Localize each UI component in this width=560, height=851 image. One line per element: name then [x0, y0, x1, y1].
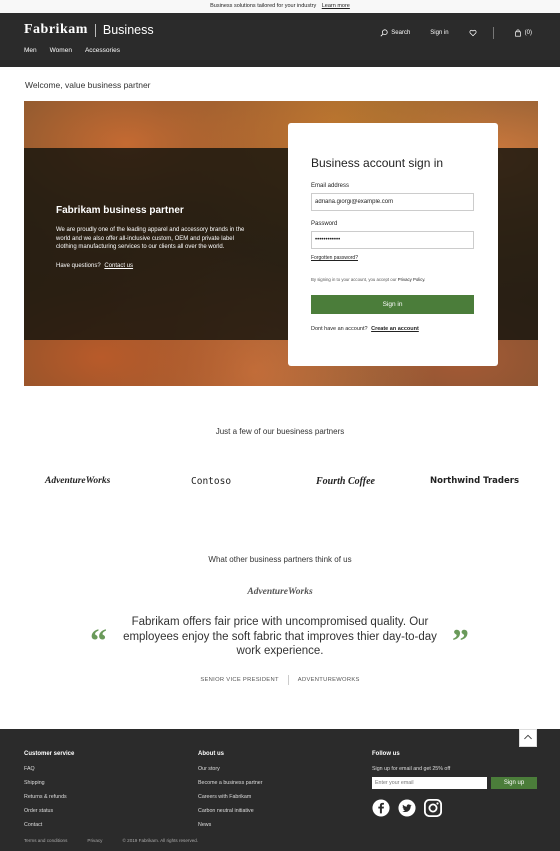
partner-logo-contoso: Contoso — [191, 476, 232, 487]
footer-legal — [24, 838, 218, 843]
footer-link-our-story[interactable]: Our story — [198, 766, 220, 772]
footer-heading: Customer service — [24, 751, 75, 757]
no-account-text — [311, 326, 419, 332]
footer-link-returns[interactable]: Returns & refunds — [24, 794, 67, 800]
testimonial-quote: Fabrikam offers fair price with uncompromised quality. Our employees enjoy the soft fabric that improves thier day-to-day work experience. — [123, 616, 437, 657]
footer-link-contact[interactable]: Contact — [24, 822, 43, 828]
testimonial-title: What other business partners think of us — [208, 555, 352, 564]
questions-text: Have questions? — [56, 262, 101, 269]
copyright: © 2019 Fabrikam. All rights reserved. — [122, 838, 199, 843]
brand-logo[interactable]: Fabrikam — [24, 22, 88, 37]
nav-women[interactable]: Women — [49, 47, 72, 54]
terms-prefix: By signing in to your account, you accept our — [311, 277, 397, 282]
signup-text: Sign up for email and get 25% off — [372, 766, 451, 772]
footer-link-become-partner[interactable]: Become a business partner — [198, 780, 263, 786]
partners-title: Just a few of our buesiness partners — [215, 427, 345, 436]
partner-logo-northwind: Northwind Traders — [430, 476, 520, 486]
chevron-up-icon — [520, 730, 536, 746]
contact-us-link[interactable]: Contact us — [104, 262, 134, 269]
search-icon — [380, 29, 388, 37]
hero-title: Fabrikam business partner — [56, 205, 184, 216]
footer-about — [198, 751, 262, 836]
promo-text: Business solutions tailored for your industry — [210, 3, 317, 9]
terms-text — [311, 277, 425, 282]
email-label: Email address — [311, 183, 350, 189]
footer-link-shipping[interactable]: Shipping — [24, 780, 45, 786]
footer-link-careers[interactable]: Careers with Fabrikam — [198, 794, 252, 800]
create-account-link[interactable]: Create an account — [371, 326, 419, 332]
learn-more-link[interactable]: Learn more — [321, 3, 350, 9]
search-button[interactable] — [380, 29, 410, 37]
password-label: Password — [311, 221, 338, 227]
footer-email-input[interactable] — [372, 777, 487, 789]
header-utilities — [360, 27, 532, 39]
hero-questions — [56, 263, 251, 269]
wishlist-button[interactable] — [469, 29, 477, 37]
nav-accessories[interactable]: Accessories — [84, 47, 120, 54]
signin-label: Sign in — [430, 30, 449, 36]
brand[interactable] — [24, 22, 154, 38]
privacy-policy-link[interactable]: Privacy Policy. — [397, 277, 426, 282]
shopping-bag-icon — [514, 29, 522, 37]
password-field[interactable] — [311, 231, 474, 249]
instagram-icon[interactable] — [424, 799, 442, 817]
signup-button[interactable]: Sign up — [491, 777, 537, 789]
forgot-password-link[interactable]: Forgotten password? — [311, 255, 358, 261]
testimonial-company: ADVENTUREWORKS — [297, 677, 360, 683]
brand-sub: Business — [102, 23, 154, 37]
open-quote-icon: “ — [90, 623, 107, 660]
footer-heading: About us — [198, 751, 224, 757]
hero-text — [56, 205, 251, 269]
partner-logo-adventureworks: AdventureWorks — [45, 476, 111, 486]
site-header — [0, 13, 560, 67]
partner-logo-fourth-coffee: Fourth Coffee — [316, 476, 375, 487]
terms-link[interactable]: Terms and conditions — [24, 838, 68, 843]
email-field[interactable] — [311, 193, 474, 211]
signin-button[interactable]: Sign in — [311, 295, 474, 314]
heart-icon — [469, 29, 477, 37]
social-links — [372, 799, 537, 817]
signin-card — [288, 123, 498, 366]
footer-link-news[interactable]: News — [198, 822, 212, 828]
site-footer — [0, 729, 560, 851]
nav-men[interactable]: Men — [24, 47, 37, 54]
hero-section — [24, 101, 538, 386]
signin-title: Business account sign in — [311, 156, 444, 170]
testimonial-role: SENIOR VICE PRESIDENT — [200, 677, 279, 683]
promo-bar — [0, 0, 560, 13]
close-quote-icon: ” — [452, 623, 469, 660]
footer-follow — [372, 751, 537, 817]
header-divider — [493, 27, 494, 39]
footer-link-faq[interactable]: FAQ — [24, 766, 35, 772]
no-account-label: Dont have an account? — [311, 326, 368, 332]
cart-button[interactable] — [514, 29, 532, 37]
attribution-divider — [288, 675, 289, 685]
twitter-icon[interactable] — [398, 799, 416, 817]
footer-heading: Follow us — [372, 751, 400, 757]
facebook-icon[interactable] — [372, 799, 390, 817]
footer-link-carbon[interactable]: Carbon neutral initiative — [198, 808, 254, 814]
privacy-link[interactable]: Privacy — [87, 838, 103, 843]
testimonial-attribution — [0, 675, 560, 685]
footer-link-order-status[interactable]: Order status — [24, 808, 54, 814]
testimonial-logo: AdventureWorks — [247, 587, 313, 597]
brand-divider — [95, 24, 96, 37]
main-nav — [24, 47, 120, 54]
hero-body: We are proudly one of the leading apparel and accessory brands in the world and we also offer all-inclusive custom, OEM and private label clothing manufacturing services to our clients all over the world. — [56, 227, 245, 250]
search-label: Search — [391, 30, 411, 36]
cart-count: (0) — [524, 30, 532, 36]
signin-link[interactable] — [430, 30, 448, 36]
welcome-heading: Welcome, value business partner — [25, 80, 151, 90]
back-to-top-button[interactable] — [519, 729, 537, 747]
footer-customer-service — [24, 751, 74, 836]
email-signup-row — [372, 777, 537, 789]
